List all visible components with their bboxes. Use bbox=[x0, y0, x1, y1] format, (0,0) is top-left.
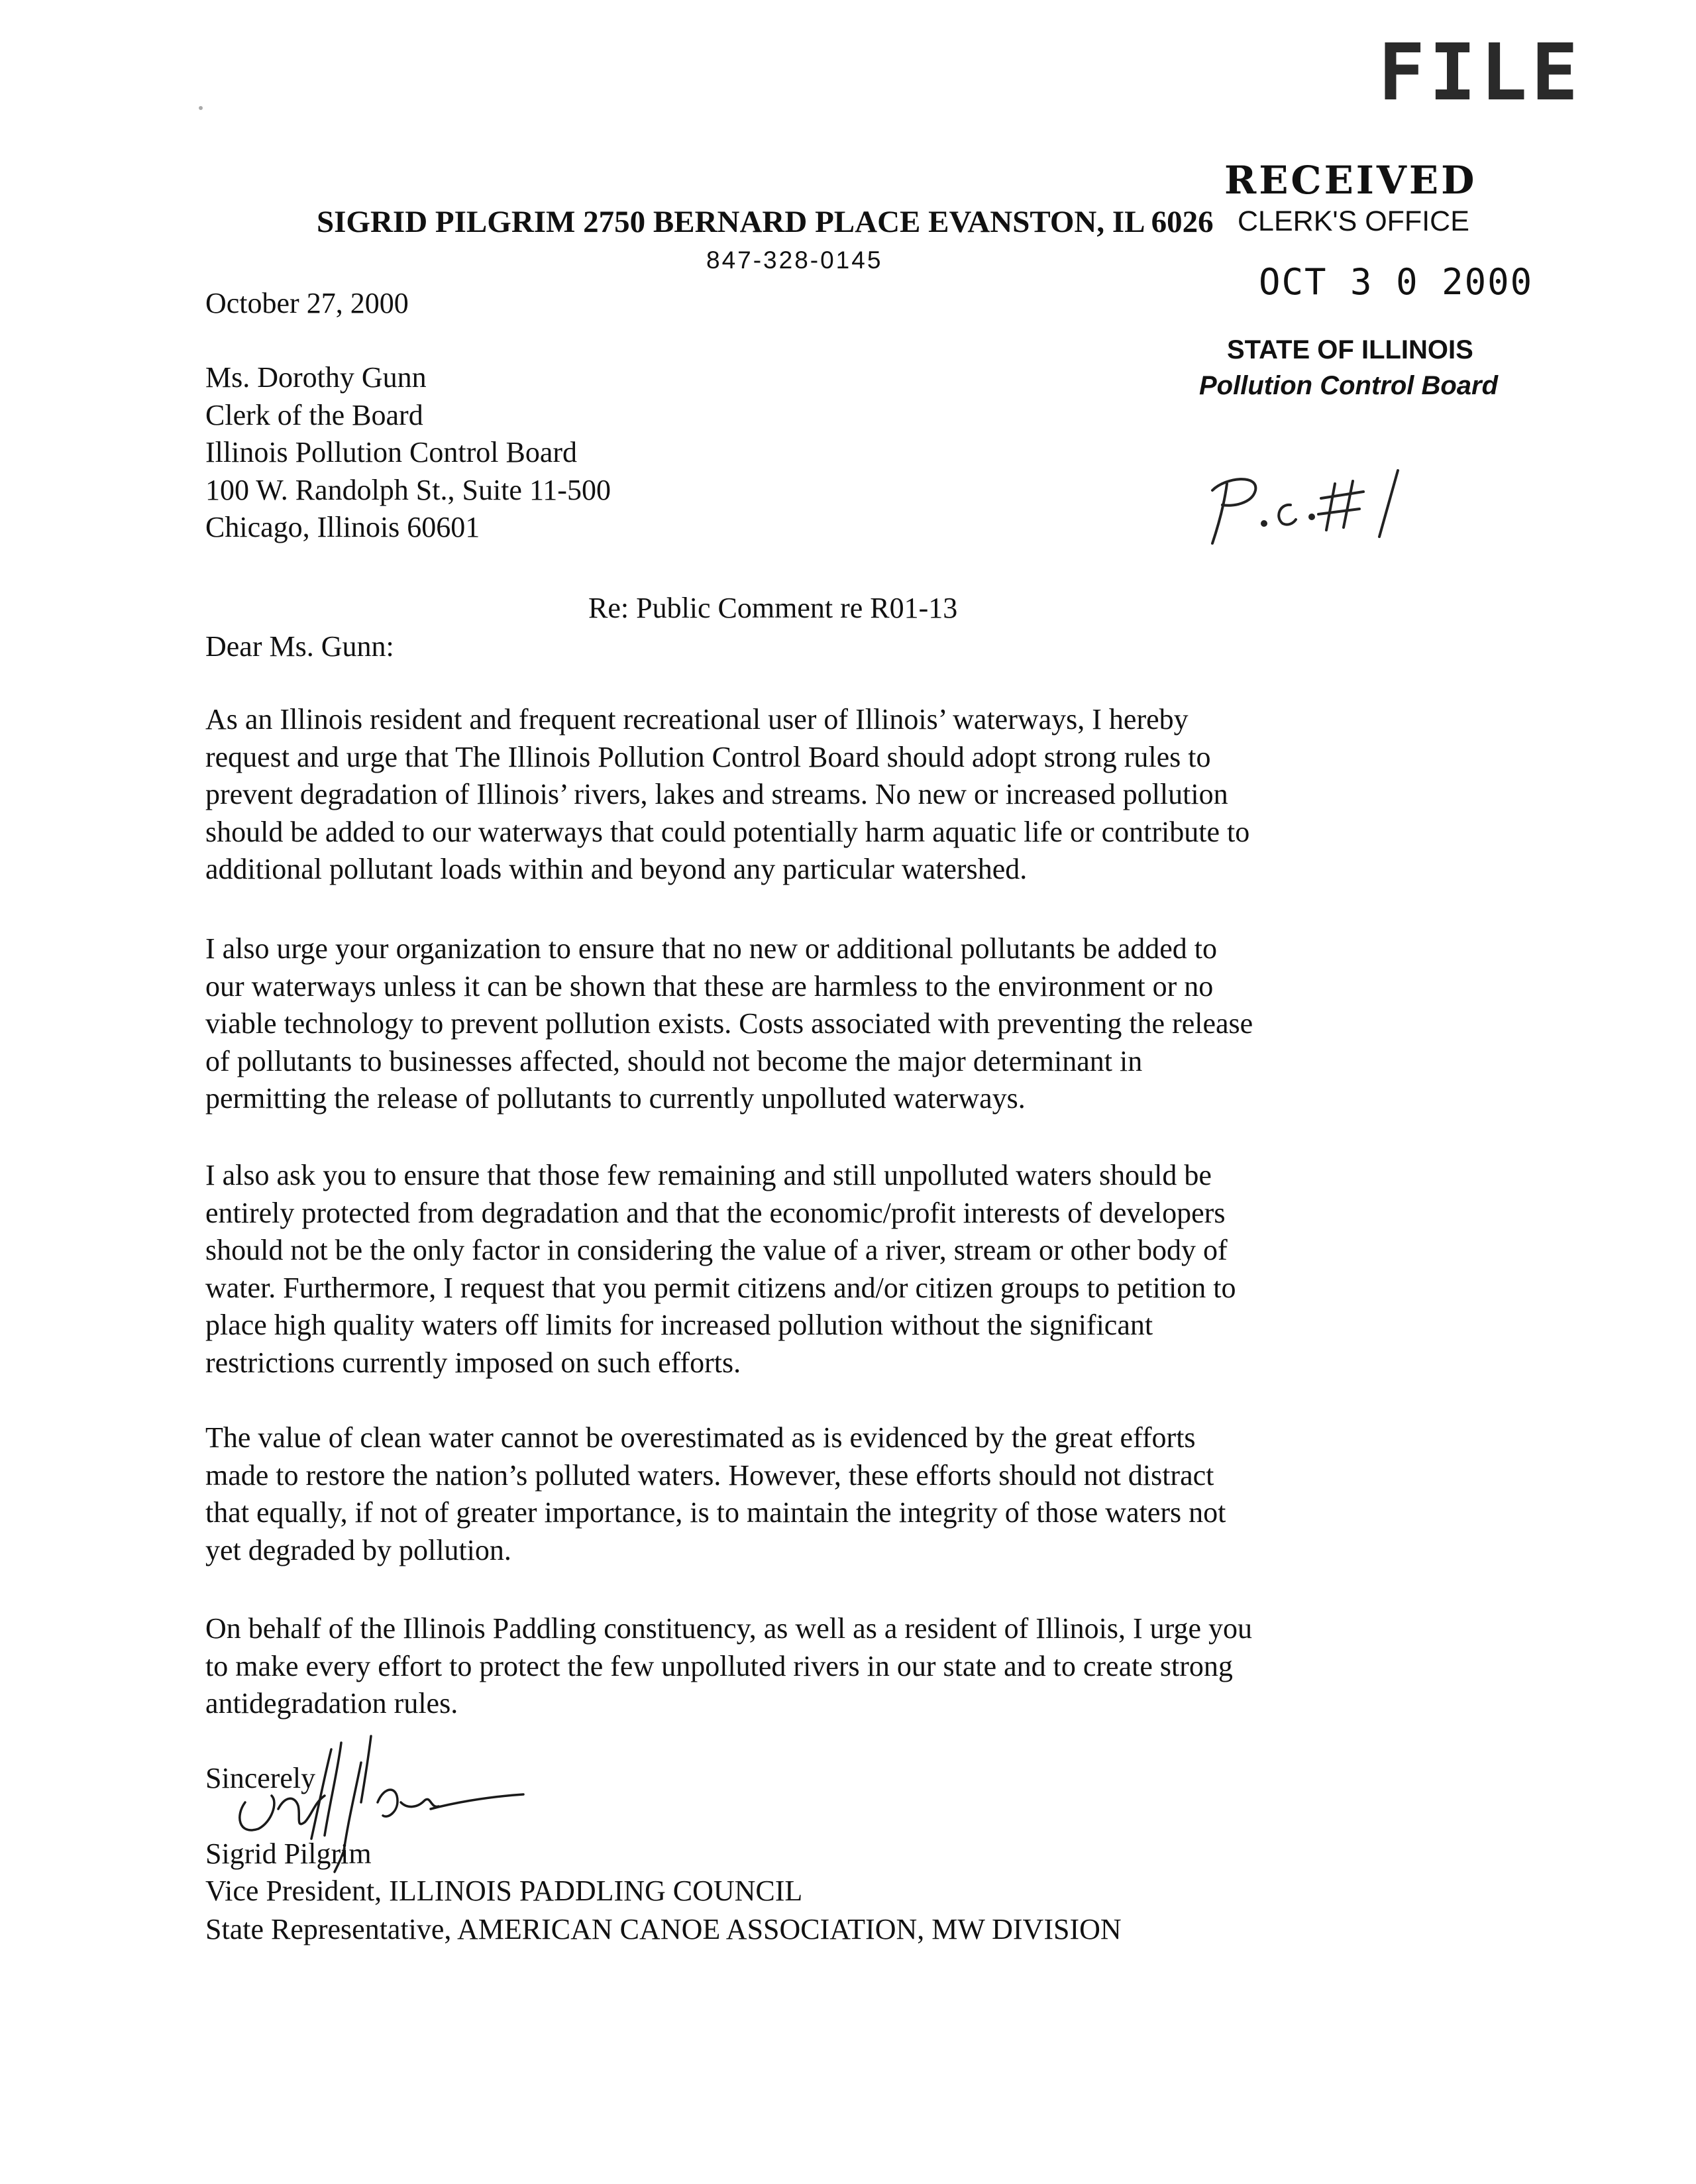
recipient-address bbox=[205, 359, 611, 547]
paragraph-line: As an Illinois resident and frequent recreational user of Illinois’ waterways, I hereby bbox=[205, 703, 1189, 736]
paragraph-line: made to restore the nation’s polluted waters. However, these efforts should not distract bbox=[205, 1458, 1214, 1492]
paragraph-line: entirely protected from degradation and that the economic/profit interests of developers bbox=[205, 1196, 1226, 1229]
paragraph-line: additional pollutant loads within and beyond any particular watershed. bbox=[205, 853, 1028, 885]
paragraph-line: yet degraded by pollution. bbox=[205, 1533, 511, 1566]
letter-date: October 27, 2000 bbox=[205, 287, 409, 319]
recipient-line: Chicago, Illinois 60601 bbox=[205, 511, 480, 543]
stamp-board: Pollution Control Board bbox=[1199, 371, 1499, 400]
paragraph-line: water. Furthermore, I request that you permit citizens and/or citizen groups to petition to bbox=[205, 1271, 1236, 1304]
paragraph-line: that equally, if not of greater importance, is to maintain the integrity of those waters not bbox=[205, 1496, 1226, 1529]
sender-title-1: Vice President, ILLINOIS PADDLING COUNCIL bbox=[205, 1875, 803, 1907]
recipient-line: Illinois Pollution Control Board bbox=[205, 436, 578, 468]
paragraph-line: request and urge that The Illinois Pollution Control Board should adopt strong rules to bbox=[205, 740, 1211, 773]
paragraph-line: antidegradation rules. bbox=[205, 1687, 458, 1720]
body-paragraph-4 bbox=[205, 1419, 1477, 1569]
closing: Sincerely bbox=[205, 1762, 316, 1794]
recipient-line: Clerk of the Board bbox=[205, 398, 423, 431]
letterhead: SIGRID PILGRIM 2750 BERNARD PLACE EVANSTON, IL 6026 bbox=[317, 205, 1214, 239]
paragraph-line: should not be the only factor in considering the value of a river, stream or other body of bbox=[205, 1234, 1228, 1266]
body-paragraph-5 bbox=[205, 1610, 1477, 1723]
stamp-state: STATE OF ILLINOIS bbox=[1227, 335, 1473, 364]
handwritten-pc-mark bbox=[1186, 451, 1424, 560]
clerks-office-stamp: CLERK'S OFFICE bbox=[1238, 205, 1469, 237]
letterhead-phone: 847-328-0145 bbox=[706, 246, 883, 274]
subject-line: Re: Public Comment re R01-13 bbox=[588, 592, 958, 624]
body-paragraph-1 bbox=[205, 701, 1477, 889]
file-stamp: FILE bbox=[1378, 27, 1583, 118]
paragraph-line: should be added to our waterways that could potentially harm aquatic life or contribute to bbox=[205, 815, 1250, 848]
paragraph-line: viable technology to prevent pollution exists. Costs associated with preventing the release bbox=[205, 1007, 1253, 1040]
paragraph-line: permitting the release of pollutants to currently unpolluted waterways. bbox=[205, 1082, 1026, 1115]
recipient-line: 100 W. Randolph St., Suite 11-500 bbox=[205, 473, 611, 506]
paragraph-line: place high quality waters off limits for increased pollution without the significant bbox=[205, 1309, 1153, 1341]
body-paragraph-3 bbox=[205, 1157, 1477, 1382]
paragraph-line: prevent degradation of Illinois’ rivers, lakes and streams. No new or increased pollution bbox=[205, 778, 1228, 810]
paragraph-line: I also urge your organization to ensure that no new or additional pollutants be added to bbox=[205, 932, 1218, 965]
sender-title-2: State Representative, AMERICAN CANOE ASSOCIATION, MW DIVISION bbox=[205, 1913, 1122, 1945]
received-stamp-date: OCT 3 0 2000 bbox=[1259, 261, 1534, 303]
recipient-line: Ms. Dorothy Gunn bbox=[205, 361, 427, 394]
paragraph-line: our waterways unless it can be shown that these are harmless to the environment or no bbox=[205, 969, 1214, 1003]
scan-speck bbox=[199, 106, 203, 110]
salutation: Dear Ms. Gunn: bbox=[205, 630, 394, 663]
paragraph-line: restrictions currently imposed on such efforts. bbox=[205, 1346, 741, 1379]
paragraph-line: to make every effort to protect the few unpolluted rivers in our state and to create strong bbox=[205, 1649, 1233, 1682]
paragraph-line: of pollutants to businesses affected, should not become the major determinant in bbox=[205, 1044, 1143, 1077]
sender-name: Sigrid Pilgrim bbox=[205, 1837, 372, 1870]
paragraph-line: The value of clean water cannot be overestimated as is evidenced by the great efforts bbox=[205, 1421, 1196, 1454]
paragraph-line: On behalf of the Illinois Paddling constituency, as well as a resident of Illinois, I urge you bbox=[205, 1612, 1253, 1645]
received-stamp-title: RECEIVED bbox=[1224, 158, 1477, 203]
paragraph-line: I also ask you to ensure that those few remaining and still unpolluted waters should be bbox=[205, 1159, 1212, 1191]
body-paragraph-2 bbox=[205, 930, 1477, 1118]
